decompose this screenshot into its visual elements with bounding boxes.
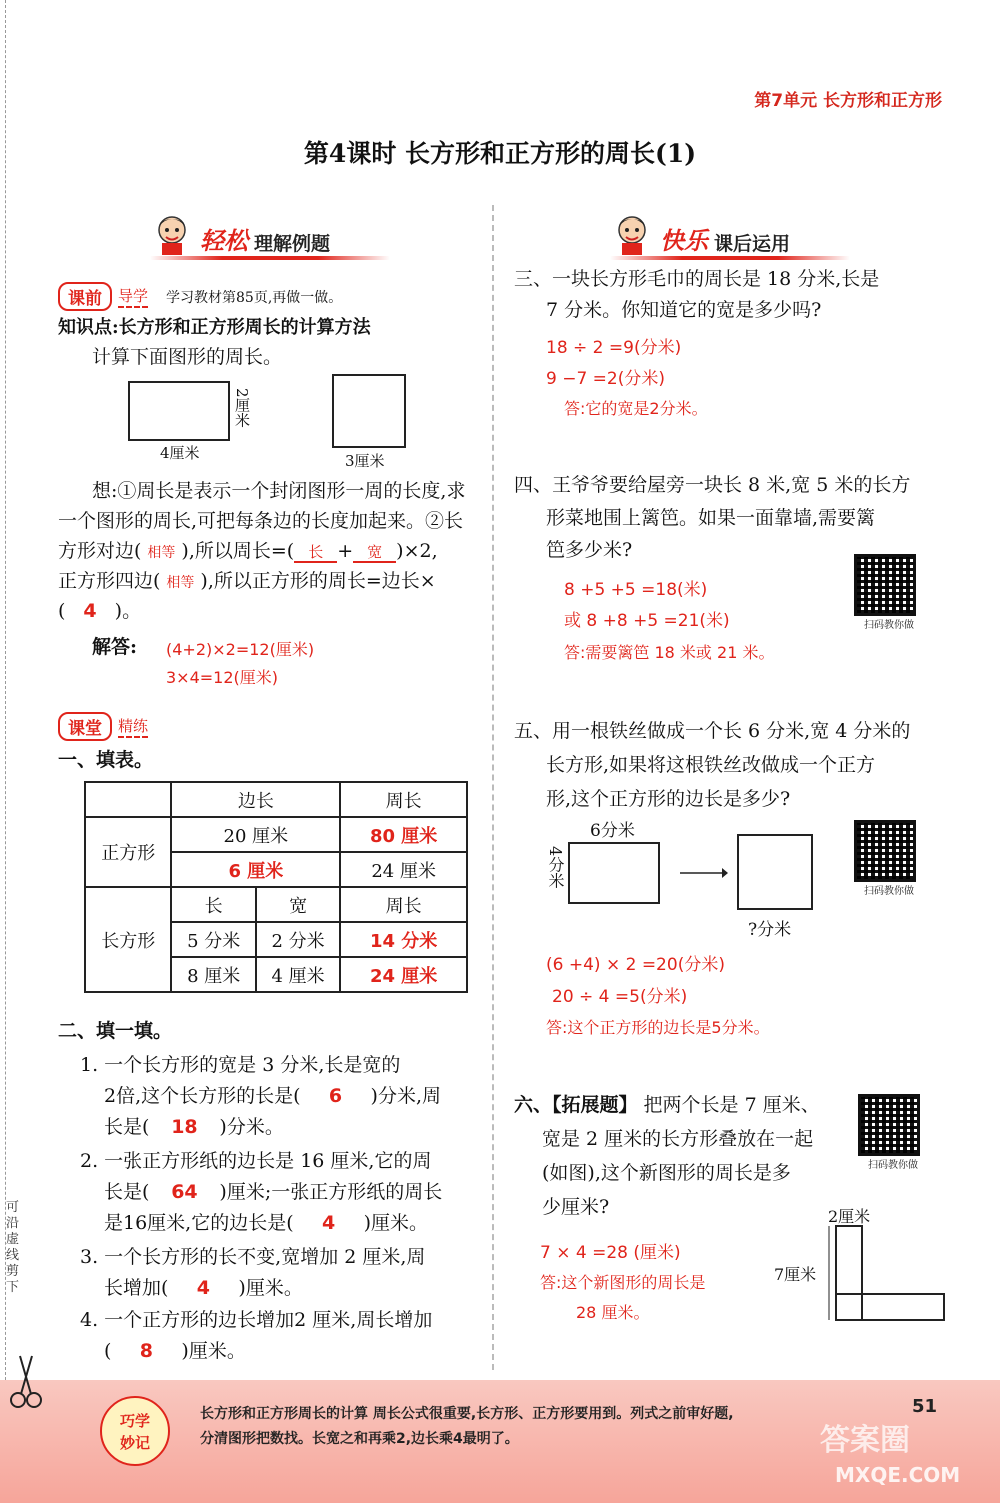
think-text: ),所以周长=( [181, 540, 295, 562]
q2-2-line-2 [104, 1177, 442, 1208]
question-2-title: 二、填一填。 [58, 1020, 173, 1042]
q4-answer-2: 或 8 +8 +5 =21(米) [564, 611, 730, 631]
footer-mnemonic [200, 1402, 840, 1452]
q3-line-1: 三、一块长方形毛巾的周长是 18 分米,长是 [514, 268, 880, 290]
knowledge-point: 知识点:长方形和正方形周长的计算方法 [58, 317, 371, 338]
think-text: 方形对边( [58, 540, 142, 562]
table-row-label-rect: 长方形 [85, 887, 171, 992]
column-divider [492, 205, 494, 1370]
arrow-right-icon [680, 866, 728, 880]
q6-line-3: (如图),这个新图形的周长是多 [542, 1162, 791, 1184]
question-1-title: 一、填表。 [58, 749, 154, 771]
q4-answer-1: 8 +5 +5 =18(米) [564, 580, 708, 600]
q2-1-line-2 [104, 1081, 441, 1112]
q2-1-line-3 [104, 1112, 284, 1143]
think-line-5 [58, 596, 141, 627]
qr-code-1[interactable] [854, 554, 924, 631]
q6-answer-3: 28 厘米。 [576, 1303, 650, 1322]
think-line-2: 一个图形的周长,可把每条边的长度加起来。②长 [58, 510, 464, 532]
table-corner [85, 782, 171, 817]
pre-class-tag [58, 282, 342, 311]
mnemonic-line: 长方形和正方形周长的计算 周长公式很重要,长方形、正方形要用到。列式之前审好题, [200, 1406, 734, 1422]
q2-3-line-1: 3. 一个长方形的长不变,宽增加 2 厘米,周 [80, 1246, 426, 1268]
q6-tag: 六、【拓展题】 [514, 1094, 638, 1116]
right-banner [610, 212, 850, 260]
table-answer: 14 分米 [340, 922, 467, 957]
q2-4-line-2 [104, 1336, 246, 1367]
q3-answer-3: 答:它的宽是2分米。 [564, 399, 708, 418]
solution-2: 3×4=12(厘米) [166, 668, 279, 687]
qr-code-3[interactable] [858, 1094, 928, 1171]
answer-blank: 8 [139, 1340, 154, 1362]
table-header-width: 宽 [256, 887, 340, 922]
table-header-side: 边长 [171, 782, 340, 817]
qr-code-icon [858, 1094, 920, 1156]
unit-header: 第7单元 长方形和正方形 [754, 91, 942, 111]
q6-height-label: 7厘米 [774, 1265, 817, 1284]
answer-blank: 6 [328, 1085, 343, 1107]
square-label: 3厘米 [345, 452, 385, 470]
qr-code-icon [854, 820, 916, 882]
q2-2-line-1: 2. 一张正方形纸的边长是 16 厘米,它的周 [80, 1150, 432, 1172]
overlapping-rectangles-figure [826, 1224, 946, 1324]
q6-line-4: 少厘米? [542, 1196, 610, 1218]
qr-label: 扫码教你做 [864, 620, 914, 631]
think-text: + [337, 540, 354, 562]
pre-note: 学习教材第85页,再做一做。 [166, 289, 343, 306]
q-text: 2倍,这个长方形的长是( [104, 1085, 301, 1107]
q5-rectangle [568, 842, 660, 904]
q5-square-label: ?分米 [748, 920, 792, 940]
qr-label: 扫码教你做 [868, 1160, 918, 1171]
rect-height-label: 2厘米 [233, 388, 251, 428]
q6-answer-2: 答:这个新图形的周长是 [540, 1273, 706, 1292]
q-text: )分米。 [219, 1116, 284, 1138]
class-tag-key: 课堂 [58, 712, 112, 741]
answer-equal-2: 相等 [166, 575, 195, 591]
q4-line-3: 笆多少米? [546, 539, 633, 561]
banner-underline [150, 256, 390, 260]
think-line-3 [58, 536, 438, 569]
q6-line-1 [514, 1090, 820, 1121]
solution-label: 解答: [92, 636, 138, 658]
q4-line-1: 四、王爷爷要给屋旁一块长 8 米,宽 5 米的长方 [514, 474, 911, 496]
q-text: )分米,周 [370, 1085, 441, 1107]
cut-note: 可沿虚线剪下 [6, 1200, 20, 1295]
class-tag [58, 712, 148, 741]
table-header-perimeter: 周长 [340, 782, 467, 817]
q5-line-1: 五、用一根铁丝做成一个长 6 分米,宽 4 分米的 [514, 720, 911, 742]
q2-1-line-1: 1. 一个长方形的宽是 3 分米,长是宽的 [80, 1054, 401, 1076]
badge-line: 巧学 [119, 1412, 150, 1430]
q-text: )厘米。 [238, 1277, 303, 1299]
q5-answer-2: 20 ÷ 4 =5(分米) [552, 987, 688, 1007]
q2-4-line-1: 4. 一个正方形的边长增加2 厘米,周长增加 [80, 1309, 433, 1331]
q-text: 把两个长是 7 厘米、 [637, 1094, 820, 1116]
q-text: ( [104, 1340, 112, 1362]
q5-answer-1: (6 +4) × 2 =20(分米) [546, 955, 725, 975]
think-text: 正方形四边( [58, 570, 161, 592]
answer-blank: 64 [171, 1181, 198, 1203]
table-cell: 20 厘米 [171, 817, 340, 852]
q2-3-line-2 [104, 1273, 303, 1304]
answer-width: 宽 [353, 543, 396, 563]
banner-sub: 课后运用 [714, 233, 791, 255]
table-row-label-square: 正方形 [85, 817, 171, 887]
instruction: 计算下面图形的周长。 [92, 346, 283, 368]
table-answer: 6 厘米 [171, 852, 340, 887]
watermark-logo: 答案圈 [820, 1423, 910, 1458]
q-text: )厘米。 [363, 1212, 429, 1234]
boy-mascot-icon [610, 212, 654, 256]
q-text: 长是( [104, 1116, 150, 1138]
mnemonic-line: 分清图形把数找。长宽之和再乘2,边长乘4最明了。 [200, 1431, 519, 1447]
solution-1: (4+2)×2=12(厘米) [166, 640, 315, 659]
q-text: 长是( [104, 1181, 150, 1203]
think-text: )×2, [396, 540, 438, 562]
table-cell: 4 厘米 [256, 957, 340, 992]
answer-equal: 相等 [147, 545, 176, 561]
example-rectangle [128, 381, 230, 441]
banner-main: 轻松 [200, 227, 248, 255]
scissors-icon [8, 1352, 44, 1412]
q5-answer-3: 答:这个正方形的边长是5分米。 [546, 1018, 770, 1037]
answer-length: 长 [294, 543, 337, 563]
class-tag-sub: 精练 [118, 715, 148, 738]
tip-badge [100, 1396, 170, 1466]
table-answer: 80 厘米 [340, 817, 467, 852]
page-number: 51 [912, 1396, 938, 1417]
q3-answer-1: 18 ÷ 2 =9(分米) [546, 338, 682, 358]
left-banner [150, 212, 390, 260]
q3-line-2: 7 分米。你知道它的宽是多少吗? [546, 299, 822, 321]
q2-2-line-3 [104, 1208, 428, 1239]
q5-square [737, 834, 813, 910]
q6-answer-1: 7 × 4 =28 (厘米) [540, 1243, 681, 1263]
q5-line-2: 长方形,如果将这根铁丝改做成一个正方 [546, 754, 876, 776]
q6-width-label: 2厘米 [828, 1207, 871, 1226]
example-square [332, 374, 406, 448]
table-header-perimeter-2: 周长 [340, 887, 467, 922]
q-text: )厘米。 [181, 1340, 246, 1362]
q-text: )厘米;一张正方形纸的周长 [219, 1181, 443, 1203]
rect-width-label: 4厘米 [160, 444, 200, 462]
qr-code-icon [854, 554, 916, 616]
q5-line-3: 形,这个正方形的边长是多少? [546, 788, 791, 810]
answer-four: 4 [83, 600, 97, 622]
banner-sub: 理解例题 [254, 233, 331, 255]
pre-tag-sub: 导学 [118, 285, 148, 308]
q4-answer-3: 答:需要篱笆 18 米或 21 米。 [564, 643, 775, 662]
watermark-url: MXQE.COM [835, 1463, 961, 1487]
table-cell: 5 分米 [171, 922, 255, 957]
qr-code-2[interactable] [854, 820, 924, 897]
qr-label: 扫码教你做 [864, 886, 914, 897]
q6-line-2: 宽是 2 厘米的长方形叠放在一起 [542, 1128, 814, 1150]
table-answer: 24 厘米 [340, 957, 467, 992]
table-cell: 2 分米 [256, 922, 340, 957]
pre-tag-key: 课前 [58, 282, 112, 311]
fill-table [84, 781, 468, 993]
banner-main: 快乐 [660, 227, 708, 255]
q-text: 长增加( [104, 1277, 169, 1299]
think-line-4 [58, 566, 436, 599]
think-text: )。 [114, 600, 142, 622]
table-cell: 8 厘米 [171, 957, 255, 992]
table-cell: 24 厘米 [340, 852, 467, 887]
cut-guide-line [5, 0, 6, 1380]
q3-answer-2: 9 −7 =2(分米) [546, 369, 666, 389]
q5-top-label: 6分米 [590, 821, 635, 841]
answer-blank: 18 [171, 1116, 198, 1138]
think-line-1: 想:①周长是表示一个封闭图形一周的长度,求 [92, 480, 466, 502]
answer-blank: 4 [322, 1212, 336, 1234]
answer-blank: 4 [196, 1277, 211, 1299]
think-text: ( [58, 600, 66, 622]
q5-side-label: 4分米 [546, 846, 565, 889]
think-text: ),所以正方形的周长=边长× [200, 570, 436, 592]
banner-underline [610, 256, 850, 260]
table-header-length: 长 [171, 887, 255, 922]
lesson-title: 第4课时 长方形和正方形的周长(1) [303, 139, 697, 168]
q4-line-2: 形菜地围上篱笆。如果一面靠墙,需要篱 [546, 507, 876, 529]
boy-mascot-icon [150, 212, 194, 256]
badge-line: 妙记 [119, 1434, 150, 1452]
q-text: 是16厘米,它的边长是( [104, 1212, 294, 1234]
